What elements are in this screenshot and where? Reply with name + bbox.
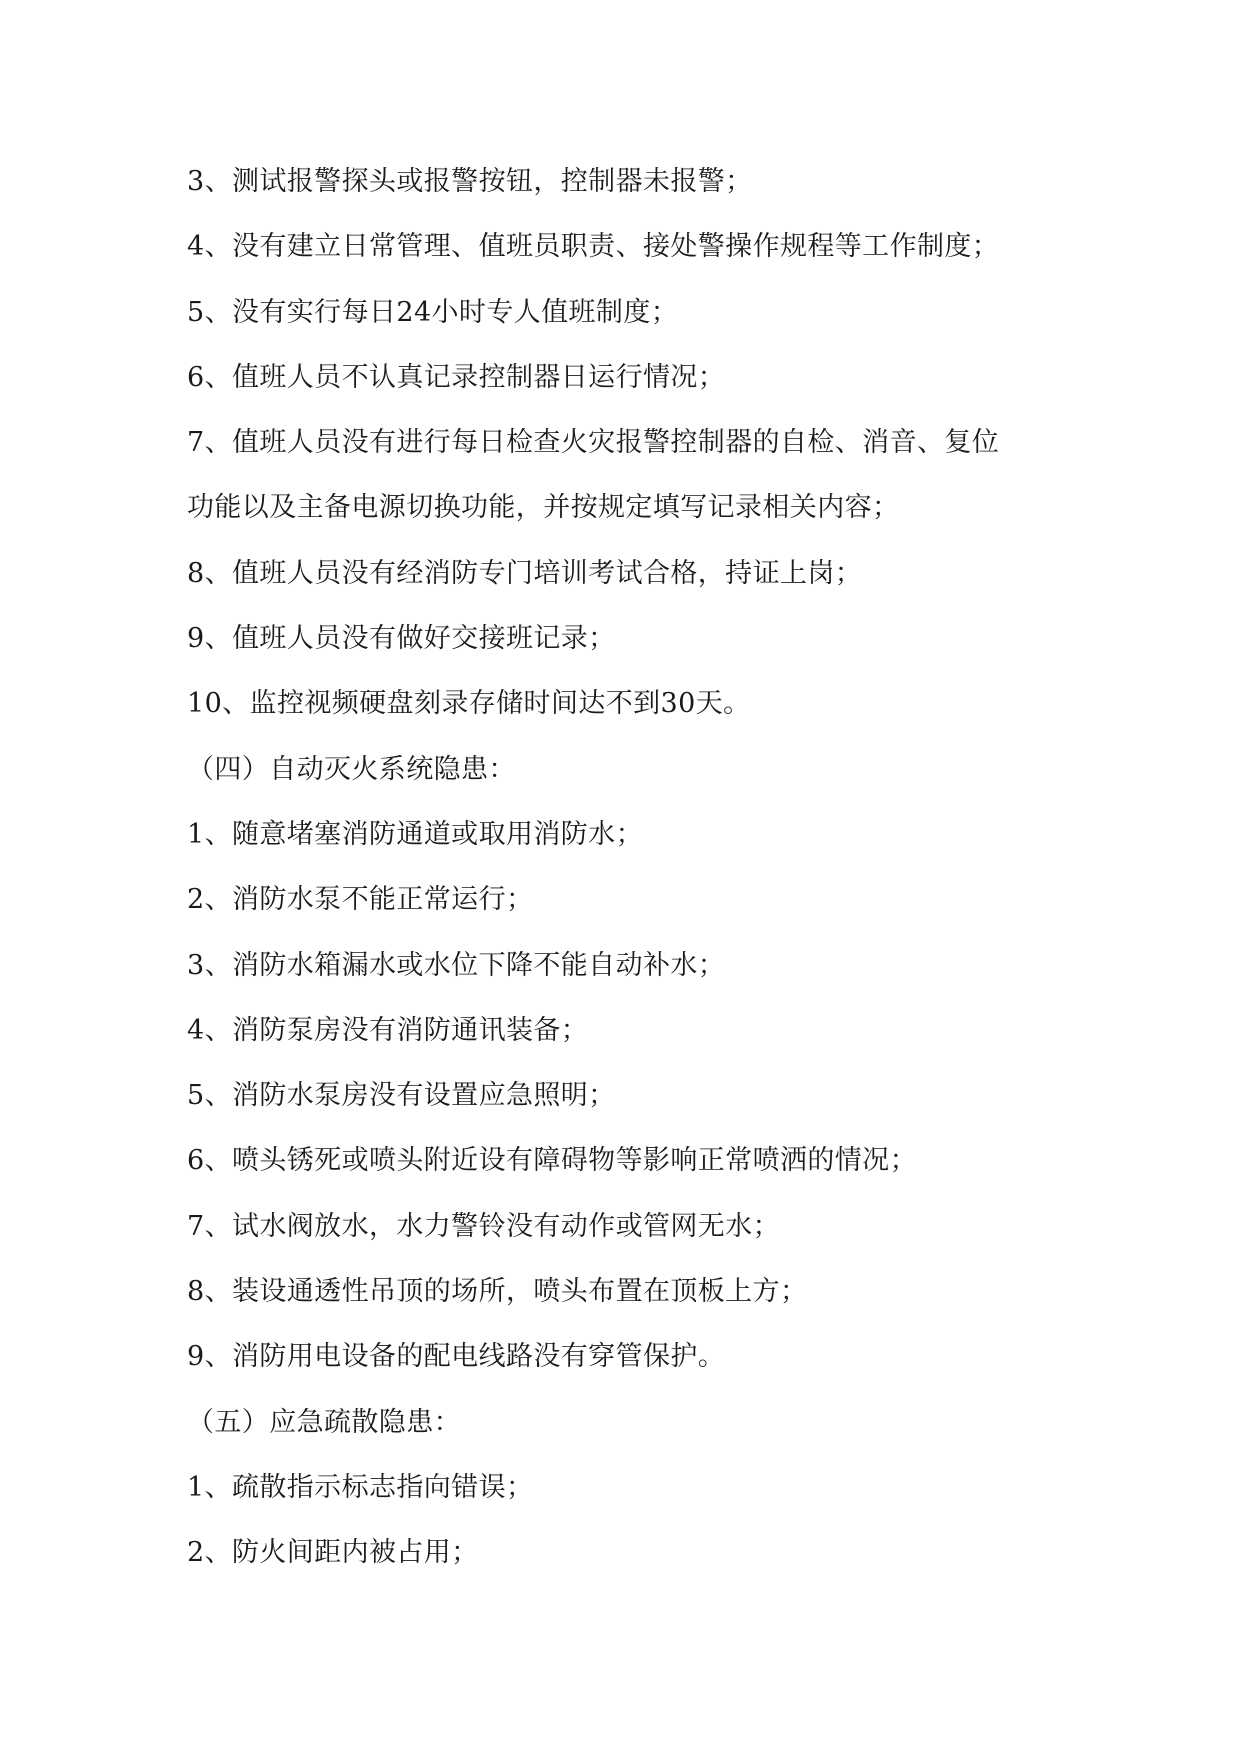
text-line: 2、防火间距内被占用；	[187, 1537, 479, 1569]
text-line: 9、消防用电设备的配电线路没有穿管保护。	[187, 1341, 726, 1373]
document-body	[187, 162, 1067, 1599]
text-line: 9、值班人员没有做好交接班记录；	[187, 623, 616, 655]
text-line: 1、疏散指示标志指向错误；	[187, 1471, 534, 1503]
text-line: 10、监控视频硬盘刻录存储时间达不到30天。	[187, 688, 751, 720]
text-line: 6、值班人员不认真记录控制器日运行情况；	[187, 361, 726, 393]
text-line: 功能以及主备电源切换功能，并按规定填写记录相关内容；	[187, 492, 900, 524]
text-line: 4、消防泵房没有消防通讯装备；	[187, 1014, 589, 1046]
text-line: 8、值班人员没有经消防专门培训考试合格，持证上岗；	[187, 557, 863, 589]
text-line: 8、装设通透性吊顶的场所，喷头布置在顶板上方；	[187, 1276, 808, 1308]
text-line: 7、试水阀放水，水力警铃没有动作或管网无水；	[187, 1210, 780, 1242]
text-line: 4、没有建立日常管理、值班员职责、接处警操作规程等工作制度；	[187, 231, 1000, 263]
text-line: 5、消防水泵房没有设置应急照明；	[187, 1080, 616, 1112]
text-line: 5、没有实行每日24小时专人值班制度；	[187, 296, 679, 328]
section-heading: （四）自动灭火系统隐患：	[187, 753, 516, 785]
text-line: 7、值班人员没有进行每日检查火灾报警控制器的自检、消音、复位	[187, 427, 1000, 459]
text-line: 3、消防水箱漏水或水位下降不能自动补水；	[187, 949, 726, 981]
text-line: 1、随意堵塞消防通道或取用消防水；	[187, 818, 643, 850]
text-line: 3、测试报警探头或报警按钮，控制器未报警；	[187, 166, 753, 197]
text-line: 6、喷头锈死或喷头附近设有障碍物等影响正常喷洒的情况；	[187, 1145, 917, 1177]
section-heading: （五）应急疏散隐患：	[187, 1406, 461, 1438]
text-line: 2、消防水泵不能正常运行；	[187, 884, 534, 916]
